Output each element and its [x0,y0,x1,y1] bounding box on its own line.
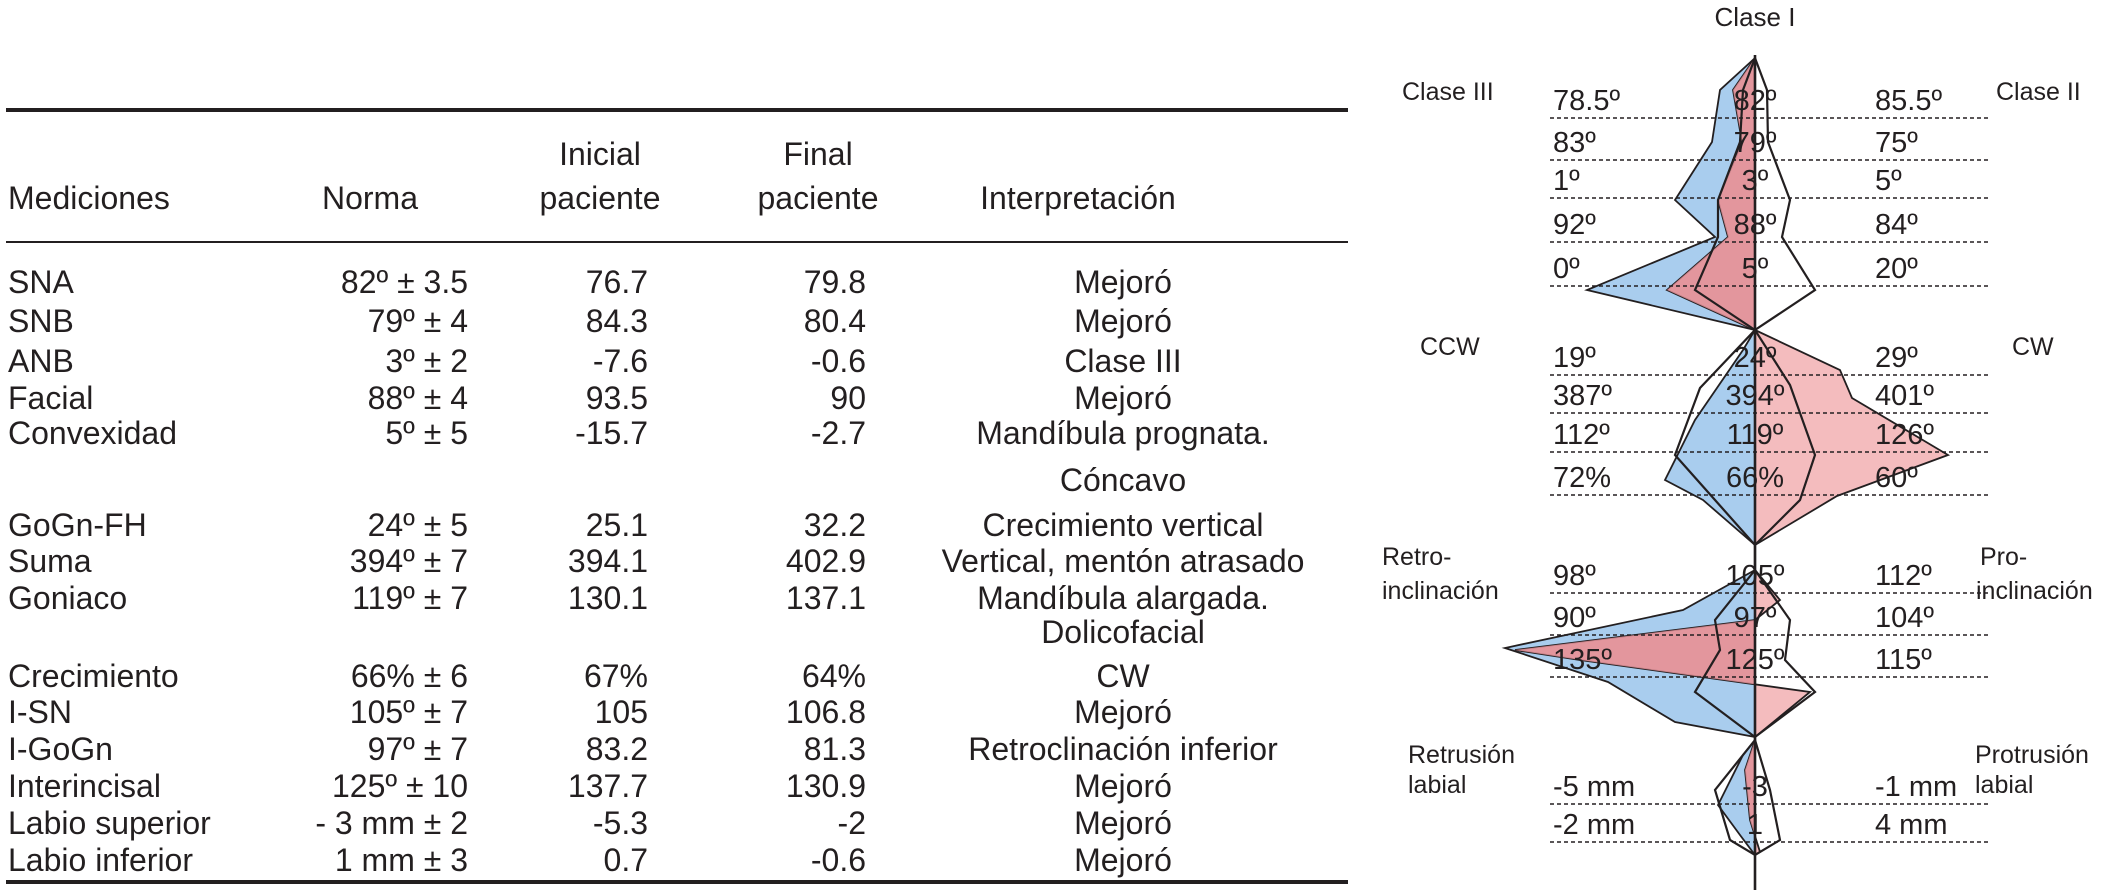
row-inicial: -15.7 [575,415,648,451]
polygon-value-right: 5º [1875,165,1902,197]
polygon-value-center: 88º [1733,209,1777,241]
row-interpretacion: Mejoró [1074,303,1172,339]
polygon-value-left: 92º [1553,209,1596,241]
row-final: -0.6 [810,842,866,878]
polygon-value-right: 126º [1875,419,1934,451]
row-medicion: Facial [8,380,94,416]
header-inicial-line2: paciente [539,180,661,216]
row-inicial: 67% [583,658,648,694]
row-final: 130.9 [785,768,866,804]
row-medicion: SNB [8,303,74,339]
row-norma: 3º ± 2 [385,343,468,379]
row-interpretacion-cont: Dolicofacial [1041,614,1205,650]
polygon-value-center: 97º [1733,602,1777,634]
table-header-rule [6,241,1348,243]
polygon-value-center: 3º [1741,165,1769,197]
polygon-value-right: 85.5º [1875,85,1943,117]
row-norma: 88º ± 4 [367,380,468,416]
row-medicion: Labio inferior [8,842,193,878]
row-inicial: 84.3 [585,303,648,339]
polygon-value-center: 66% [1725,462,1785,494]
row-interpretacion: Mejoró [1074,380,1172,416]
table-top-rule [6,108,1348,112]
header-norma: Norma [321,180,418,216]
polygon-value-left: 0º [1553,253,1580,285]
initial-polygon [1505,58,1755,855]
polygon-value-left: -2 mm [1553,809,1636,841]
row-final: 81.3 [803,731,866,767]
row-interpretacion: Mejoró [1074,768,1172,804]
row-norma: 79º ± 4 [367,303,468,339]
row-medicion: Suma [8,543,92,579]
row-medicion: Convexidad [8,415,177,451]
polygon-value-right: 4 mm [1875,809,1948,841]
row-norma: 82º ± 3.5 [340,264,468,300]
row-inicial: 25.1 [585,507,648,543]
polygon-value-left: 387º [1553,380,1612,412]
polygon-value-left: 72% [1553,462,1612,494]
polygon-left-label: labial [1408,771,1467,799]
row-norma: 119º ± 7 [352,580,468,616]
polygon-left-label: Clase III [1402,78,1494,106]
polygon-left-label: Retro- [1382,543,1452,571]
polygon-value-left: 90º [1553,602,1596,634]
polygon-value-right: 112º [1875,560,1932,592]
polygon-value-center: 119º [1726,419,1784,451]
polygon-right-label: Pro- [1980,543,2028,571]
row-final: 106.8 [785,694,866,730]
label-clase-i: Clase I [1714,2,1796,32]
row-inicial: 105 [594,694,648,730]
row-norma: 24º ± 5 [367,507,468,543]
header-final-line2: paciente [757,180,879,216]
polygon-value-center: -3 [1742,771,1768,803]
table-bottom-rule [6,880,1348,884]
row-inicial: 93.5 [585,380,648,416]
polygon-value-left: 1º [1553,165,1580,197]
row-interpretacion: Mejoró [1074,694,1172,730]
polygon-value-left: -5 mm [1553,771,1636,803]
row-norma: 97º ± 7 [367,731,468,767]
polygon-value-center: 5º [1741,253,1769,285]
row-inicial: 137.7 [567,768,648,804]
row-norma: 1 mm ± 3 [334,842,468,878]
polygon-value-left: 83º [1553,127,1596,159]
polygon-value-center: 394º [1725,380,1785,412]
row-final: -2.7 [810,415,866,451]
row-medicion: ANB [8,343,74,379]
row-norma: - 3 mm ± 2 [315,805,468,841]
polygon-right-label: Clase II [1996,78,2081,106]
row-medicion: I-GoGn [8,731,113,767]
polygon-value-left: 112º [1553,419,1610,451]
polygon-right-label: labial [1975,771,2034,799]
header-interpretacion: Interpretación [980,180,1176,216]
polygon-value-right: 401º [1875,380,1934,412]
row-inicial: -7.6 [592,343,648,379]
row-medicion: GoGn-FH [8,507,147,543]
row-final: 32.2 [803,507,866,543]
polygon-value-left: 19º [1553,342,1596,374]
polygon-value-left: 98º [1553,560,1596,592]
row-final: -0.6 [810,343,866,379]
polygon-value-left: 78.5º [1553,85,1621,117]
polygon-value-right: 29º [1875,342,1918,374]
row-inicial: 76.7 [585,264,648,300]
row-medicion: I-SN [8,694,72,730]
row-final: 64% [801,658,866,694]
row-medicion: Crecimiento [8,658,179,694]
polygon-value-center: 105º [1725,560,1785,592]
polygon-value-right: 84º [1875,209,1918,241]
row-inicial: 83.2 [585,731,648,767]
polygon-right-label: CW [2012,333,2054,361]
row-norma: 125º ± 10 [331,768,468,804]
polygon-value-right: -1 mm [1875,771,1958,803]
polygon-left-label: CCW [1420,333,1480,361]
row-final: 80.4 [803,303,866,339]
row-interpretacion: Crecimiento vertical [982,507,1264,543]
polygon-value-right: 115º [1875,644,1932,676]
row-norma: 394º ± 7 [349,543,468,579]
row-final: 402.9 [785,543,866,579]
row-final: -2 [837,805,866,841]
row-medicion: Interincisal [8,768,161,804]
row-interpretacion: Clase III [1064,343,1182,379]
row-inicial: 0.7 [603,842,648,878]
polygon-right-label: inclinación [1976,577,2093,605]
polygon-value-right: 75º [1875,127,1918,159]
polygon-value-center: 125º [1725,644,1785,676]
cephalometric-polygon [1370,0,2112,896]
row-final: 137.1 [785,580,866,616]
polygon-value-right: 20º [1875,253,1918,285]
row-interpretacion: Vertical, mentón atrasado [941,543,1305,579]
row-final: 90 [830,380,866,416]
header-final-line1: Final [783,136,853,172]
row-interpretacion: CW [1096,658,1150,694]
row-interpretacion: Mandíbula prognata. [976,415,1270,451]
row-interpretacion-cont: Cóncavo [1059,462,1187,498]
row-inicial: 130.1 [567,580,648,616]
polygon-value-center: 1 [1746,809,1764,841]
row-interpretacion: Mejoró [1074,842,1172,878]
row-inicial: 394.1 [567,543,648,579]
row-norma: 66% ± 6 [350,658,468,694]
polygon-right-label: Protrusión [1975,741,2089,769]
polygon-left-label: Retrusión [1408,741,1515,769]
polygon-left-label: inclinación [1382,577,1499,605]
row-norma: 105º ± 7 [349,694,468,730]
row-interpretacion: Mejoró [1074,264,1172,300]
polygon-value-center: 79º [1733,127,1777,159]
polygon-value-left: 135º [1553,644,1612,676]
row-medicion: SNA [8,264,74,300]
polygon-value-right: 104º [1875,602,1934,634]
polygon-value-right: 60º [1875,462,1918,494]
row-final: 79.8 [803,264,866,300]
row-interpretacion: Mandíbula alargada. [977,580,1269,616]
row-interpretacion: Retroclinación inferior [968,731,1278,767]
row-medicion: Labio superior [8,805,211,841]
header-inicial-line1: Inicial [559,136,641,172]
header-mediciones: Mediciones [8,180,170,216]
polygon-value-center: 82º [1733,85,1777,117]
row-interpretacion: Mejoró [1074,805,1172,841]
row-medicion: Goniaco [8,580,128,616]
row-norma: 5º ± 5 [385,415,468,451]
polygon-value-center: 24º [1733,342,1777,374]
row-inicial: -5.3 [592,805,648,841]
